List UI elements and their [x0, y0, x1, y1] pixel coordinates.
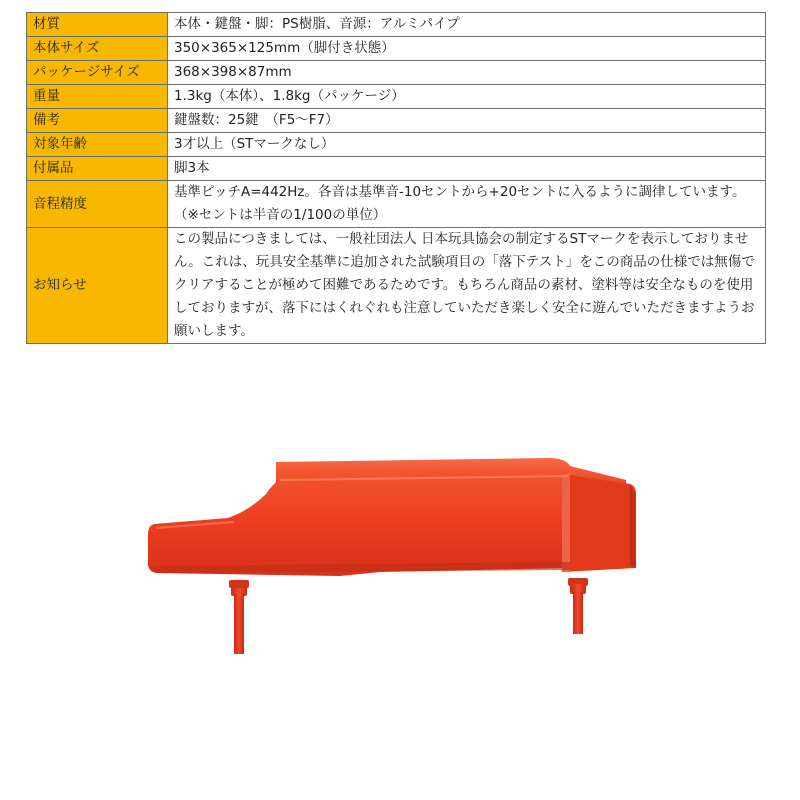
piano-leg-left [229, 580, 249, 654]
spec-label: 備考 [27, 109, 168, 133]
spec-label: 対象年齢 [27, 133, 168, 157]
spec-value: 368×398×87mm [168, 61, 766, 85]
spec-value: 1.3kg（本体）、1.8kg（パッケージ） [168, 85, 766, 109]
spec-row-notes [27, 109, 766, 133]
spec-value: 鍵盤数：25鍵 （F5～F7） [168, 109, 766, 133]
spec-row-accessories [27, 157, 766, 181]
spec-row-body-size [27, 37, 766, 61]
spec-value: 基準ピッチA=442Hz。各音は基準音-10セントから+20セントに入るように調律しています。（※セントは半音の1/100の単位） [168, 181, 766, 228]
spec-label: 材質 [27, 13, 168, 37]
spec-value: 本体・鍵盤・脚：PS樹脂、音源：アルミパイプ [168, 13, 766, 37]
spec-label: 音程精度 [27, 181, 168, 228]
spec-label: 付属品 [27, 157, 168, 181]
spec-table [26, 12, 766, 344]
spec-row-target-age [27, 133, 766, 157]
spec-value: 350×365×125mm（脚付き状態） [168, 37, 766, 61]
spec-row-material [27, 13, 766, 37]
spec-value: 脚3本 [168, 157, 766, 181]
spec-row-package-size [27, 61, 766, 85]
piano-keyboard-case [562, 474, 636, 572]
spec-label: 重量 [27, 85, 168, 109]
spec-row-pitch-accuracy [27, 181, 766, 228]
spec-label: お知らせ [27, 228, 168, 344]
spec-label: 本体サイズ [27, 37, 168, 61]
spec-value: 3才以上（STマークなし） [168, 133, 766, 157]
piano-leg-right [568, 578, 588, 634]
spec-row-weight [27, 85, 766, 109]
spec-value: この製品につきましては、一般社団法人 日本玩具協会の制定するSTマークを表示しておりません。これは、玩具安全基準に追加された試験項目の「落下テスト」をこの商品の仕様では無傷でクリアすることが極めて困難であるためです。もちろん商品の素材、塗料等は安全なものを使用しておりますが、落下にはくれぐれも注意していただき楽しく安全に遊んでいただきますようお願いします。 [168, 228, 766, 344]
spec-row-notice [27, 228, 766, 344]
spec-label: パッケージサイズ [27, 61, 168, 85]
toy-piano-image [130, 440, 650, 670]
